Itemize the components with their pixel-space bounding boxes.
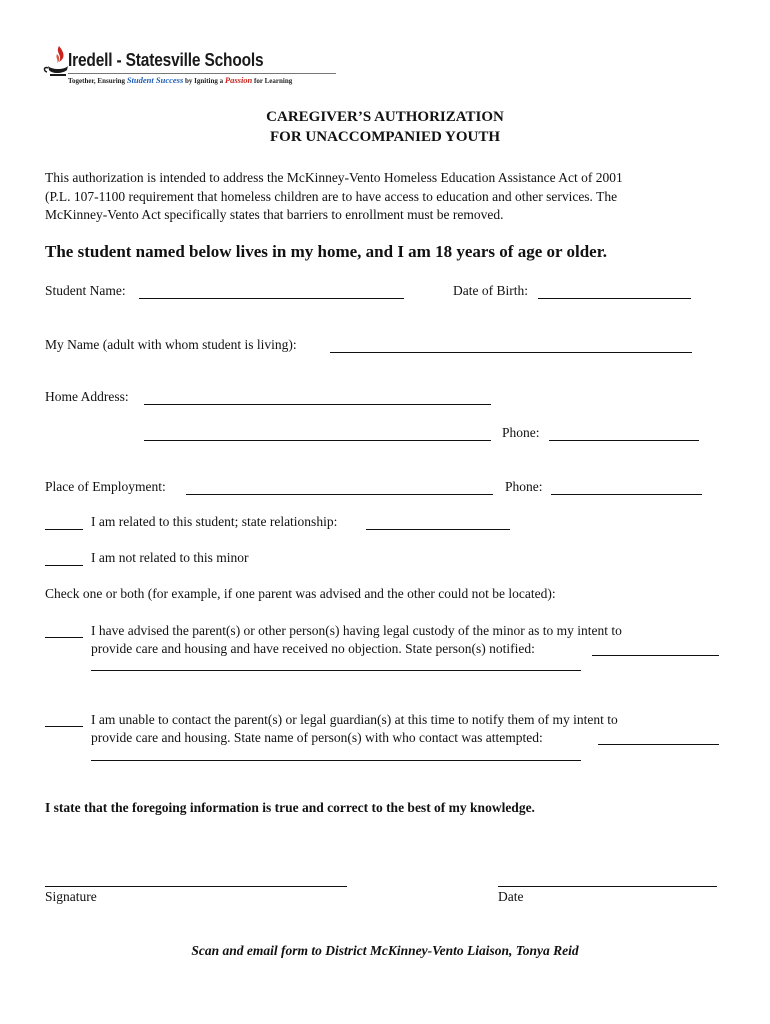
signature-date-field[interactable] (498, 886, 717, 887)
phone-field-employment[interactable] (551, 494, 702, 495)
unable-option-text: I am unable to contact the parent(s) or legal guardian(s) at this time to notify them of my intent to provide care and housing. State name of person(s) with who contact was attempted: (91, 712, 618, 745)
contact-attempted-field[interactable] (598, 744, 719, 745)
signature-date-label: Date (498, 889, 524, 904)
persons-notified-field-line2[interactable] (91, 670, 581, 671)
my-name-field[interactable] (330, 352, 692, 353)
phone-label-employment: Phone: (505, 479, 543, 494)
check-instruction: Check one or both (for example, if one parent was advised and the other could not be located): (45, 586, 556, 601)
unable-checkbox-blank[interactable] (45, 726, 83, 727)
form-title-line2: FOR UNACCOMPANIED YOUTH (270, 129, 500, 145)
my-name-label: My Name (adult with whom student is living): (45, 337, 297, 352)
logo-divider (68, 73, 336, 74)
home-address-label: Home Address: (45, 389, 129, 404)
relationship-field[interactable] (366, 529, 510, 530)
not-related-label: I am not related to this minor (91, 550, 249, 565)
related-label: I am related to this student; state relationship: (91, 514, 338, 529)
intro-paragraph: This authorization is intended to address the McKinney-Vento Homeless Education Assistance Act of 2001 (P.L. 107-1100 requirement that homeless children are to have access to education and other services. The McKinney-Vento Act specifically states that barriers to enrollment must be removed. (45, 170, 623, 222)
place-of-employment-field[interactable] (186, 494, 493, 495)
signature-label: Signature (45, 889, 97, 904)
student-name-field[interactable] (139, 298, 404, 299)
date-of-birth-label: Date of Birth: (453, 283, 528, 298)
statement-heading: The student named below lives in my home, and I am 18 years of age or older. (45, 242, 607, 261)
home-address-field-line2[interactable] (144, 440, 491, 441)
school-district-name: Iredell - Statesville Schools (68, 50, 264, 70)
phone-field-home[interactable] (549, 440, 699, 441)
advised-option-text: I have advised the parent(s) or other person(s) having legal custody of the minor as to my intent to provide care and housing and have received no objection. State person(s) notified: (91, 623, 622, 656)
flame-lamp-logo-icon (42, 44, 70, 80)
contact-attempted-field-line2[interactable] (91, 760, 581, 761)
place-of-employment-label: Place of Employment: (45, 479, 166, 494)
phone-label-home: Phone: (502, 425, 540, 440)
related-checkbox-blank[interactable] (45, 529, 83, 530)
signature-field[interactable] (45, 886, 347, 887)
student-name-label: Student Name: (45, 283, 126, 298)
home-address-field-line1[interactable] (144, 404, 491, 405)
form-title-line1: CAREGIVER’S AUTHORIZATION (266, 109, 504, 125)
logo-tagline: Together, Ensuring Student Success by Igniting a Passion for Learning (68, 75, 293, 85)
affirmation-statement: I state that the foregoing information is true and correct to the best of my knowledge. (45, 800, 535, 815)
footer-instruction: Scan and email form to District McKinney-Vento Liaison, Tonya Reid (191, 943, 579, 958)
persons-notified-field[interactable] (592, 655, 719, 656)
not-related-checkbox-blank[interactable] (45, 565, 83, 566)
advised-checkbox-blank[interactable] (45, 637, 83, 638)
date-of-birth-field[interactable] (538, 298, 691, 299)
